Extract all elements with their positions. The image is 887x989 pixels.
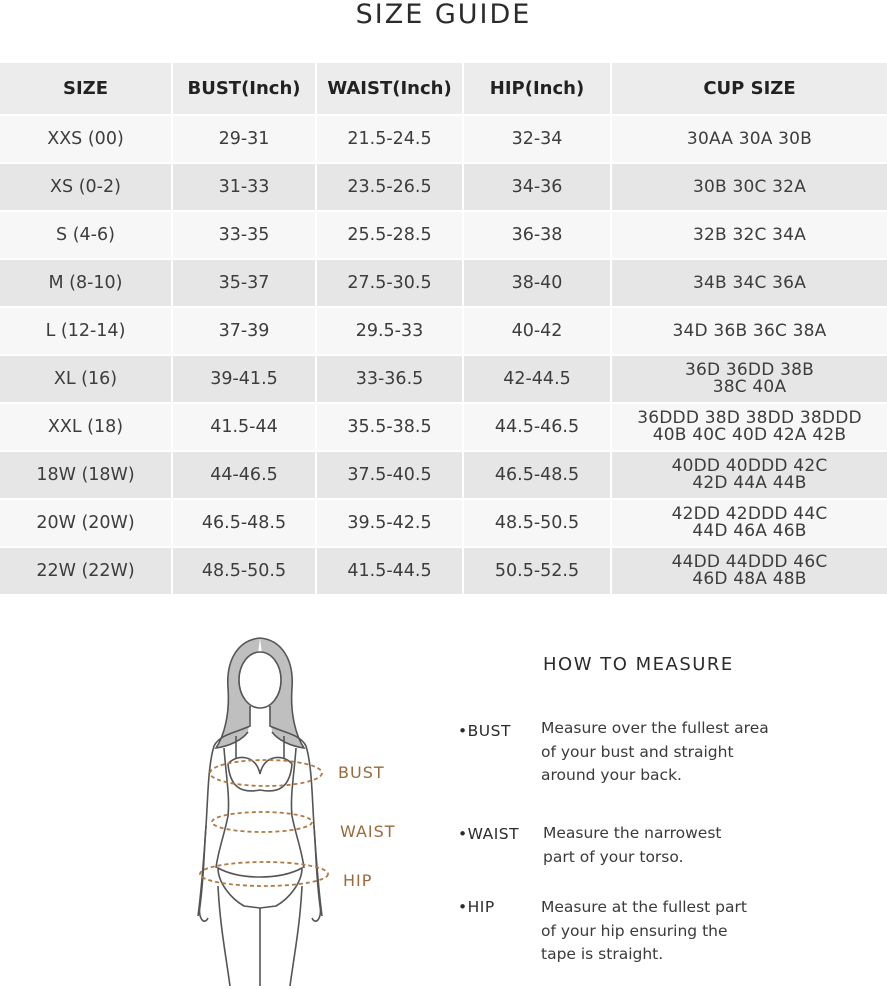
hip-line: of your hip ensuring the — [541, 921, 728, 940]
bust-line: around your back. — [541, 766, 682, 784]
table-cell: 34-36 — [464, 164, 612, 212]
table-cell: 29-31 — [173, 116, 317, 164]
table-cell: 39.5-42.5 — [317, 500, 464, 548]
table-cell: 40-42 — [464, 308, 612, 356]
table-header-cell: BUST(Inch) — [173, 63, 317, 116]
hip-key: •HIP — [458, 898, 495, 916]
table-header-cell: HIP(Inch) — [464, 63, 612, 116]
table-cell: 34B 34C 36A — [612, 260, 887, 308]
size-label-cell: XL (16) — [0, 356, 173, 404]
table-header-cell: WAIST(Inch) — [317, 63, 464, 116]
table-cell: 31-33 — [173, 164, 317, 212]
table-header-cell: CUP SIZE — [612, 63, 887, 116]
table-cell: 46.5-48.5 — [464, 452, 612, 500]
table-cell: 30AA 30A 30B — [612, 116, 887, 164]
table-cell: 30B 30C 32A — [612, 164, 887, 212]
size-label-cell: S (4-6) — [0, 212, 173, 260]
table-cell: 41.5-44.5 — [317, 548, 464, 596]
size-label-cell: 22W (22W) — [0, 548, 173, 596]
table-cell: 33-36.5 — [317, 356, 464, 404]
waist-line: Measure the narrowest — [543, 824, 722, 842]
size-label-cell: 18W (18W) — [0, 452, 173, 500]
table-cell: 44DD 44DDD 46C 46D 48A 48B — [612, 548, 887, 596]
table-cell: 37.5-40.5 — [317, 452, 464, 500]
table-cell: 42-44.5 — [464, 356, 612, 404]
waist-key: •WAIST — [458, 825, 520, 843]
hip-line: tape is straight. — [541, 945, 664, 963]
table-cell: 34D 36B 36C 38A — [612, 308, 887, 356]
table-cell: 21.5-24.5 — [317, 116, 464, 164]
table-cell: 32-34 — [464, 116, 612, 164]
size-label-cell: M (8-10) — [0, 260, 173, 308]
waist-instructions — [543, 822, 721, 869]
how-to-measure-title: HOW TO MEASURE — [543, 654, 734, 675]
underwear-shape — [218, 868, 302, 908]
table-cell: 36DDD 38D 38DD 38DDD 40B 40C 40D 42A 42B — [612, 404, 887, 452]
table-cell: 32B 32C 34A — [612, 212, 887, 260]
body-measurement-illustration — [190, 636, 405, 986]
bust-line: Measure over the fullest area — [541, 719, 769, 737]
table-cell: 48.5-50.5 — [464, 500, 612, 548]
size-label-cell: XXL (18) — [0, 404, 173, 452]
table-cell: 46.5-48.5 — [173, 500, 317, 548]
table-cell: 37-39 — [173, 308, 317, 356]
table-cell: 36D 36DD 38B 38C 40A — [612, 356, 887, 404]
bust-instructions — [541, 717, 769, 788]
size-label-cell: L (12-14) — [0, 308, 173, 356]
size-table — [0, 63, 887, 596]
table-cell: 50.5-52.5 — [464, 548, 612, 596]
table-cell: 38-40 — [464, 260, 612, 308]
table-cell: 44.5-46.5 — [464, 404, 612, 452]
hip-label: HIP — [343, 871, 373, 890]
table-cell: 42DD 42DDD 44C 44D 46A 46B — [612, 500, 887, 548]
table-cell: 35-37 — [173, 260, 317, 308]
table-cell: 33-35 — [173, 212, 317, 260]
size-label-cell: XS (0-2) — [0, 164, 173, 212]
bust-label: BUST — [338, 763, 385, 782]
size-label-cell: XXS (00) — [0, 116, 173, 164]
table-cell: 35.5-38.5 — [317, 404, 464, 452]
waist-line: part of your torso. — [543, 847, 684, 866]
table-header-cell: SIZE — [0, 63, 173, 116]
hip-instructions — [541, 896, 747, 967]
table-cell: 23.5-26.5 — [317, 164, 464, 212]
table-cell: 44-46.5 — [173, 452, 317, 500]
bust-key: •BUST — [458, 722, 511, 740]
table-cell: 40DD 40DDD 42C 42D 44A 44B — [612, 452, 887, 500]
table-cell: 36-38 — [464, 212, 612, 260]
table-cell: 27.5-30.5 — [317, 260, 464, 308]
table-cell: 29.5-33 — [317, 308, 464, 356]
waist-label: WAIST — [340, 822, 396, 841]
table-cell: 39-41.5 — [173, 356, 317, 404]
size-label-cell: 20W (20W) — [0, 500, 173, 548]
face-shape — [239, 652, 281, 708]
hip-line: Measure at the fullest part — [541, 898, 747, 916]
table-cell: 41.5-44 — [173, 404, 317, 452]
table-cell: 25.5-28.5 — [317, 212, 464, 260]
bust-line: of your bust and straight — [541, 742, 734, 761]
table-cell: 48.5-50.5 — [173, 548, 317, 596]
page-title: SIZE GUIDE — [355, 0, 532, 30]
